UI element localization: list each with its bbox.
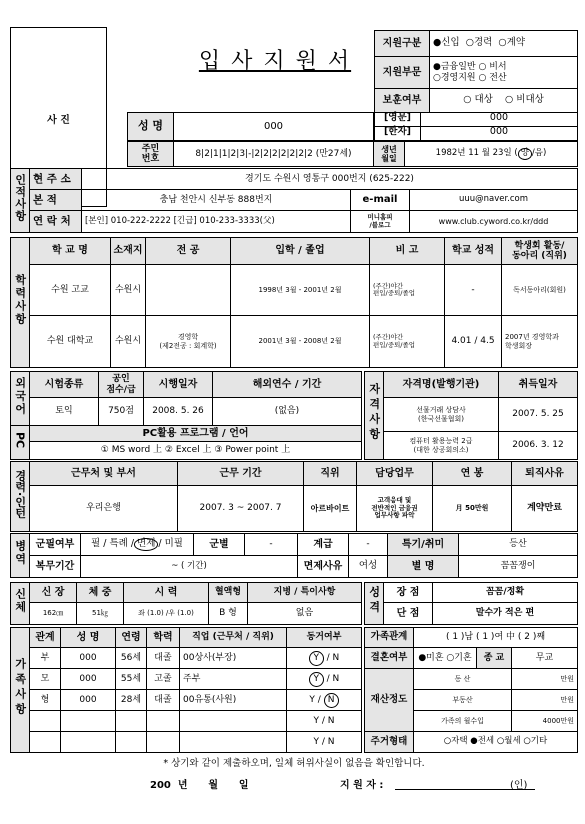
housing-value: ○자택 ●전세 ○월세 ○기타 — [414, 732, 578, 753]
career-position: 아르바이트 — [304, 486, 357, 532]
personality-section-label: 성격 — [365, 583, 384, 625]
family-header-edu: 학력 — [147, 628, 180, 648]
family-section-label: 가족사항 — [11, 628, 30, 753]
table-row — [365, 432, 578, 460]
name-hanja-label: [한자] — [375, 127, 421, 140]
family-age: 55세 — [116, 669, 147, 690]
military-period-label: 복무기간 — [30, 556, 81, 578]
career-company: 우리은행 — [30, 486, 178, 532]
family-name: 000 — [61, 648, 116, 669]
pc-header: PC활용 프로그램 / 언어 — [30, 426, 362, 442]
family-relation-label: 가족관계 — [365, 628, 414, 648]
body-header-weight: 체 중 — [77, 583, 124, 603]
military-table — [10, 533, 578, 578]
cert-header-name: 자격명(발행기관) — [384, 372, 499, 398]
veteran-label: 보훈여부 — [375, 89, 430, 113]
wealth-value: 4000만원 — [512, 711, 578, 732]
overseas-value: (없음) — [213, 398, 362, 426]
family-live: Y / N — [287, 732, 362, 753]
name-eng-value: 000 — [489, 112, 509, 123]
body-illness: 없음 — [248, 603, 362, 625]
wealth-value: 만원 — [512, 669, 578, 690]
family-job: 00유통(사원) — [180, 690, 287, 711]
career-header-company: 근무처 및 부서 — [30, 462, 178, 486]
marriage-label: 결혼여부 — [365, 648, 414, 669]
table-row — [11, 265, 578, 316]
wealth-label: 재산정도 — [365, 669, 414, 732]
body-section-label: 신체 — [11, 583, 30, 625]
table-row — [365, 398, 578, 432]
body-table — [10, 582, 362, 625]
family-header-rel: 관계 — [30, 628, 61, 648]
family-live: Y / N — [287, 648, 362, 669]
military-exempt-value: 여성 — [349, 556, 388, 578]
wealth-key: 가족의 월수입 — [414, 711, 512, 732]
military-branch-label: 군별 — [194, 534, 245, 556]
personal-section-label: 인적사항 — [11, 169, 30, 233]
apply-dept-options: ●금융일반 ○ 비서 ○경영지원 ○ 전산 — [430, 57, 578, 89]
homepage-value: www.club.cyword.co.kr/ddd — [410, 211, 578, 233]
family-live: Y / N — [287, 690, 362, 711]
family-info-table — [364, 627, 578, 753]
cert-table — [364, 371, 578, 460]
family-rel: 모 — [30, 669, 61, 690]
nickname-value: 꼼꼼쟁이 — [459, 556, 578, 578]
career-header-duty: 담당업무 — [357, 462, 433, 486]
career-header-position: 직위 — [304, 462, 357, 486]
cert-name: 컴퓨터 활용능력 2급 (대한 상공회의소) — [384, 432, 499, 460]
table-row — [11, 316, 578, 368]
apply-type-label: 지원구분 — [375, 31, 430, 57]
table-row — [11, 648, 362, 669]
body-height: 162㎝ — [30, 603, 77, 625]
family-rel: 형 — [30, 690, 61, 711]
edu-header-grade: 학교 성적 — [445, 238, 502, 265]
family-header-live: 동거여부 — [287, 628, 362, 648]
edu-note: (주간)야간 편입/중퇴/졸업 — [370, 265, 445, 316]
edu-header-note: 비 고 — [370, 238, 445, 265]
table-row — [11, 486, 578, 532]
marriage-value: ●미혼 ○기혼 — [414, 648, 477, 669]
career-header-salary: 연 봉 — [433, 462, 512, 486]
military-exempt-label: 면제사유 — [298, 556, 349, 578]
strength-value: 꼼꼼/정확 — [433, 583, 578, 603]
edu-note: (주간)야간 편입/중퇴/졸업 — [370, 316, 445, 368]
foreign-type: 토익 — [30, 398, 99, 426]
family-name: 000 — [61, 690, 116, 711]
edu-period: 2001년 3월 - 2008년 2월 — [231, 316, 370, 368]
family-job: 00상사(부장) — [180, 648, 287, 669]
military-rank-label: 계급 — [298, 534, 349, 556]
seal-mark: (인) — [510, 780, 528, 791]
military-branch-value: - — [245, 534, 298, 556]
family-live: Y / N — [287, 669, 362, 690]
apply-info-table — [374, 30, 578, 113]
foreign-table — [10, 371, 362, 460]
family-edu: 대졸 — [147, 690, 180, 711]
religion-value: 무교 — [512, 648, 578, 669]
signature-date: 200 년 월 일 — [150, 780, 249, 791]
religion-label: 종 교 — [477, 648, 512, 669]
edu-activity: 2007년 경영학과 학생회장 — [502, 316, 578, 368]
wealth-key: 동 산 — [414, 669, 512, 690]
military-served-label: 군필여부 — [30, 534, 81, 556]
wealth-value: 만원 — [512, 690, 578, 711]
career-table — [10, 461, 578, 532]
military-rank-value: - — [349, 534, 388, 556]
contact-label: 연 락 처 — [30, 211, 82, 233]
hobby-label: 특기/취미 — [388, 534, 459, 556]
nickname-label: 별 명 — [388, 556, 459, 578]
family-edu: 고졸 — [147, 669, 180, 690]
name-hanja-value: 000 — [489, 126, 509, 137]
edu-grade: - — [445, 265, 502, 316]
family-job: 주부 — [180, 669, 287, 690]
education-table — [10, 237, 578, 368]
homepage-label: 미니홈피 /블로그 — [351, 211, 410, 233]
career-reason: 계약만료 — [512, 486, 578, 532]
table-row — [11, 732, 362, 753]
table-row — [11, 711, 362, 732]
career-section-label: 경력·인턴 — [11, 462, 30, 532]
id-table — [127, 141, 578, 167]
name-label: 성 명 — [128, 113, 174, 141]
declaration-text: * 상기와 같이 제출하오며, 일체 허위사실이 없음을 확인합니다. — [163, 758, 425, 769]
contact-value: [본인] 010-222-2222 [긴급] 010-233-3333(父) — [82, 211, 351, 233]
email-value: uuu@naver.com — [410, 190, 578, 211]
table-row — [11, 669, 362, 690]
military-section-label: 병역 — [11, 534, 30, 578]
edu-header-activity: 학생회 활동/ 동아리 (직위) — [502, 238, 578, 265]
hobby-value: 등산 — [459, 534, 578, 556]
foreign-score: 750점 — [99, 398, 144, 426]
career-duty: 고객응대 및 전반적인 금융권 업무사항 파악 — [357, 486, 433, 532]
cert-date: 2007. 5. 25 — [499, 398, 578, 432]
foreign-header-type: 시험종류 — [30, 372, 99, 398]
overseas-header: 해외연수 / 기간 — [213, 372, 362, 398]
body-header-blood: 혈액형 — [209, 583, 248, 603]
photo-label: 사 진 — [47, 115, 70, 126]
family-relation-value: ( 1 )남 ( 1 )여 中 ( 2 )째 — [414, 628, 578, 648]
apply-dept-label: 지원부문 — [375, 57, 430, 89]
military-period-value: ~ ( 기간) — [81, 556, 298, 578]
email-label: e-mail — [351, 190, 410, 211]
edu-major: 경영학 (제2전공 : 회계학) — [146, 316, 231, 368]
family-header-name: 성 명 — [61, 628, 116, 648]
family-table — [10, 627, 362, 753]
name-table — [127, 112, 578, 141]
body-header-height: 신 장 — [30, 583, 77, 603]
edu-header-school: 학 교 명 — [30, 238, 111, 265]
body-blood: B 형 — [209, 603, 248, 625]
housing-label: 주거형태 — [365, 732, 414, 753]
career-period: 2007. 3 ~ 2007. 7 — [178, 486, 304, 532]
career-header-period: 근무 기간 — [178, 462, 304, 486]
apply-type-options: ●신입 ○경력 ○계약 — [430, 31, 578, 57]
edu-activity: 독서동아리(회원) — [502, 265, 578, 316]
edu-header-period: 입학 / 졸업 — [231, 238, 370, 265]
address-label: 현 주 소 — [30, 169, 82, 190]
cert-date: 2006. 3. 12 — [499, 432, 578, 460]
strength-label: 장 점 — [384, 583, 433, 603]
career-salary: 月 50만원 — [433, 486, 512, 532]
body-weight: 51㎏ — [77, 603, 124, 625]
personality-table — [364, 582, 578, 625]
edu-period: 1998년 3월 - 2001년 2월 — [231, 265, 370, 316]
family-live: Y / N — [287, 711, 362, 732]
birth-value: 1982년 11 월 23일 ( 양 /음) — [405, 142, 578, 167]
body-header-sight: 시 력 — [124, 583, 209, 603]
edu-school: 수원 고교 — [30, 265, 111, 316]
cert-name: 선물거래 상담사 (한국선물협회) — [384, 398, 499, 432]
military-served-value: 필 / 특례 / 면제 / 미필 — [81, 534, 194, 556]
wealth-key: 부동산 — [414, 690, 512, 711]
veteran-options: ○ 대상 ○ 비대상 — [430, 89, 578, 113]
cert-section-label: 자격사항 — [365, 372, 384, 460]
edu-loc: 수원시 — [111, 316, 146, 368]
page-title: 입 사 지 원 서 — [198, 49, 352, 74]
edu-school: 수원 대학교 — [30, 316, 111, 368]
foreign-section-label: 외국어 — [11, 372, 30, 426]
weakness-value: 말수가 적은 편 — [433, 603, 578, 625]
career-header-reason: 퇴직사유 — [512, 462, 578, 486]
family-age: 56세 — [116, 648, 147, 669]
origin-label: 본 적 — [30, 190, 82, 211]
family-header-age: 연령 — [116, 628, 147, 648]
edu-section-label: 학력사항 — [11, 238, 30, 368]
edu-header-loc: 소재지 — [111, 238, 146, 265]
body-sight: 좌 (1.0) /우 (1.0) — [124, 603, 209, 625]
family-header-job: 직업 (근무처 / 직위) — [180, 628, 287, 648]
weakness-label: 단 점 — [384, 603, 433, 625]
foreign-date: 2008. 5. 26 — [144, 398, 213, 426]
family-rel: 부 — [30, 648, 61, 669]
edu-header-major: 전 공 — [146, 238, 231, 265]
family-age: 28세 — [116, 690, 147, 711]
name-eng-label: [영문] — [375, 113, 421, 126]
pc-value: ① MS word 上 ② Excel 上 ③ Power point 上 — [30, 442, 362, 460]
table-row — [11, 690, 362, 711]
personal-table — [10, 168, 578, 233]
edu-major — [146, 265, 231, 316]
body-header-illness: 지병 / 특이사항 — [248, 583, 362, 603]
foreign-header-score: 공인 점수/급 — [99, 372, 144, 398]
edu-loc: 수원시 — [111, 265, 146, 316]
cert-header-date: 취득일자 — [499, 372, 578, 398]
id-label: 주민 번호 — [128, 142, 174, 167]
address-value: 경기도 수원시 영통구 000번지 (625-222) — [82, 169, 578, 190]
edu-grade: 4.01 / 4.5 — [445, 316, 502, 368]
pc-section-label: PC — [11, 426, 30, 460]
id-value: 8|2|1|1|2|3|-|2|2|2|2|2|2|2 (만27세) — [174, 142, 374, 167]
signer-label: 지 원 자 : — [340, 780, 384, 791]
origin-value: 충남 천안시 신부동 888번지 — [82, 190, 351, 211]
birth-label: 생년 월일 — [374, 142, 405, 167]
family-edu: 대졸 — [147, 648, 180, 669]
foreign-header-date: 시행일자 — [144, 372, 213, 398]
family-name: 000 — [61, 669, 116, 690]
name-value: 000 — [174, 113, 374, 141]
